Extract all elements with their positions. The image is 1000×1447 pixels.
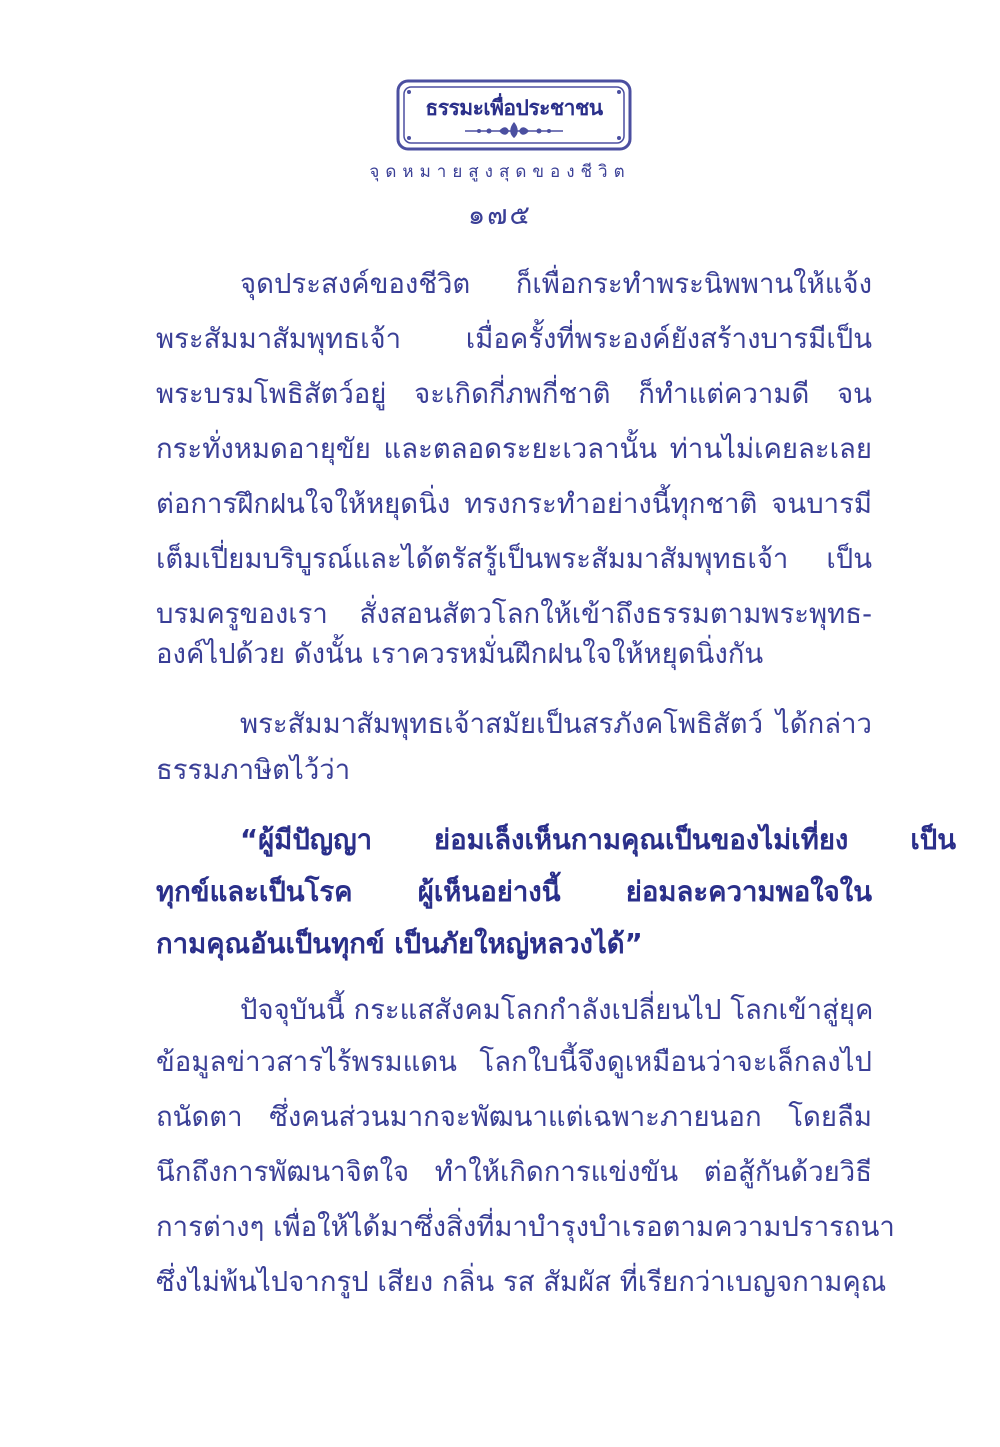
quote-line: ทุกข์และเป็นโรค ผู้เห็นอย่างนี้ ย่อมละความพอใจใน	[156, 876, 872, 908]
text-line: ข้อมูลข่าวสารไร้พรมแดน โลกใบนี้จึงดูเหมือนว่าจะเล็กลงไป	[156, 1046, 872, 1078]
text-line: กระทั่งหมดอายุขัย และตลอดระยะเวลานั้น ท่านไม่เคยละเลย	[156, 433, 872, 465]
page-subtitle: จุดหมายสูงสุดของชีวิต	[369, 162, 631, 182]
text-line: ต่อการฝึกฝนใจให้หยุดนิ่ง ทรงกระทำอย่างนี้ทุกชาติ จนบารมี	[156, 488, 872, 520]
page-number: ๑๗๕	[468, 200, 532, 231]
text-line: ปัจจุบันนี้ กระแสสังคมโลกกำลังเปลี่ยนไป โลกเข้าสู่ยุค	[240, 994, 874, 1026]
text-line: องค์ไปด้วย ดังนั้น เราควรหมั่นฝึกฝนใจให้หยุดนิ่งกัน	[156, 638, 764, 670]
text-line: พระบรมโพธิสัตว์อยู่ จะเกิดกี่ภพกี่ชาติ ก็ทำแต่ความดี จน	[156, 378, 872, 410]
text-line: พระสัมมาสัมพุทธเจ้าสมัยเป็นสรภังคโพธิสัตว์ ได้กล่าว	[240, 708, 872, 740]
text-line: จุดประสงค์ของชีวิต ก็เพื่อกระทำพระนิพพานให้แจ้ง	[240, 268, 872, 300]
logo-text: ธรรมะเพื่อประชาชน	[425, 96, 603, 120]
text-line: นึกถึงการพัฒนาจิตใจ ทำให้เกิดการแข่งขัน ต่อสู้กันด้วยวิธี	[156, 1156, 872, 1188]
text-line: พระสัมมาสัมพุทธเจ้า เมื่อครั้งที่พระองค์ยังสร้างบารมีเป็น	[156, 323, 872, 355]
text-line: ซึ่งไม่พ้นไปจากรูป เสียง กลิ่น รส สัมผัส ที่เรียกว่าเบญจกามคุณ	[156, 1266, 887, 1298]
text-line: เต็มเปี่ยมบริบูรณ์และได้ตรัสรู้เป็นพระสัมมาสัมพุทธเจ้า เป็น	[156, 543, 872, 575]
quote-line: กามคุณอันเป็นทุกข์ เป็นภัยใหญ่หลวงได้”	[156, 928, 643, 960]
quote-line: “ผู้มีปัญญา ย่อมเล็งเห็นกามคุณเป็นของไม่เที่ยง เป็น	[240, 824, 956, 856]
text-line: ถนัดตา ซึ่งคนส่วนมากจะพัฒนาแต่เฉพาะภายนอก โดยลืม	[156, 1101, 872, 1133]
text-line: ธรรมภาษิตไว้ว่า	[156, 754, 351, 786]
logo	[395, 78, 633, 152]
text-line: บรมครูของเรา สั่งสอนสัตวโลกให้เข้าถึงธรรมตามพระพุทธ-	[156, 598, 872, 630]
text-line: การต่างๆ เพื่อให้ได้มาซึ่งสิ่งที่มาบำรุงบำเรอตามความปรารถนา	[156, 1211, 895, 1243]
